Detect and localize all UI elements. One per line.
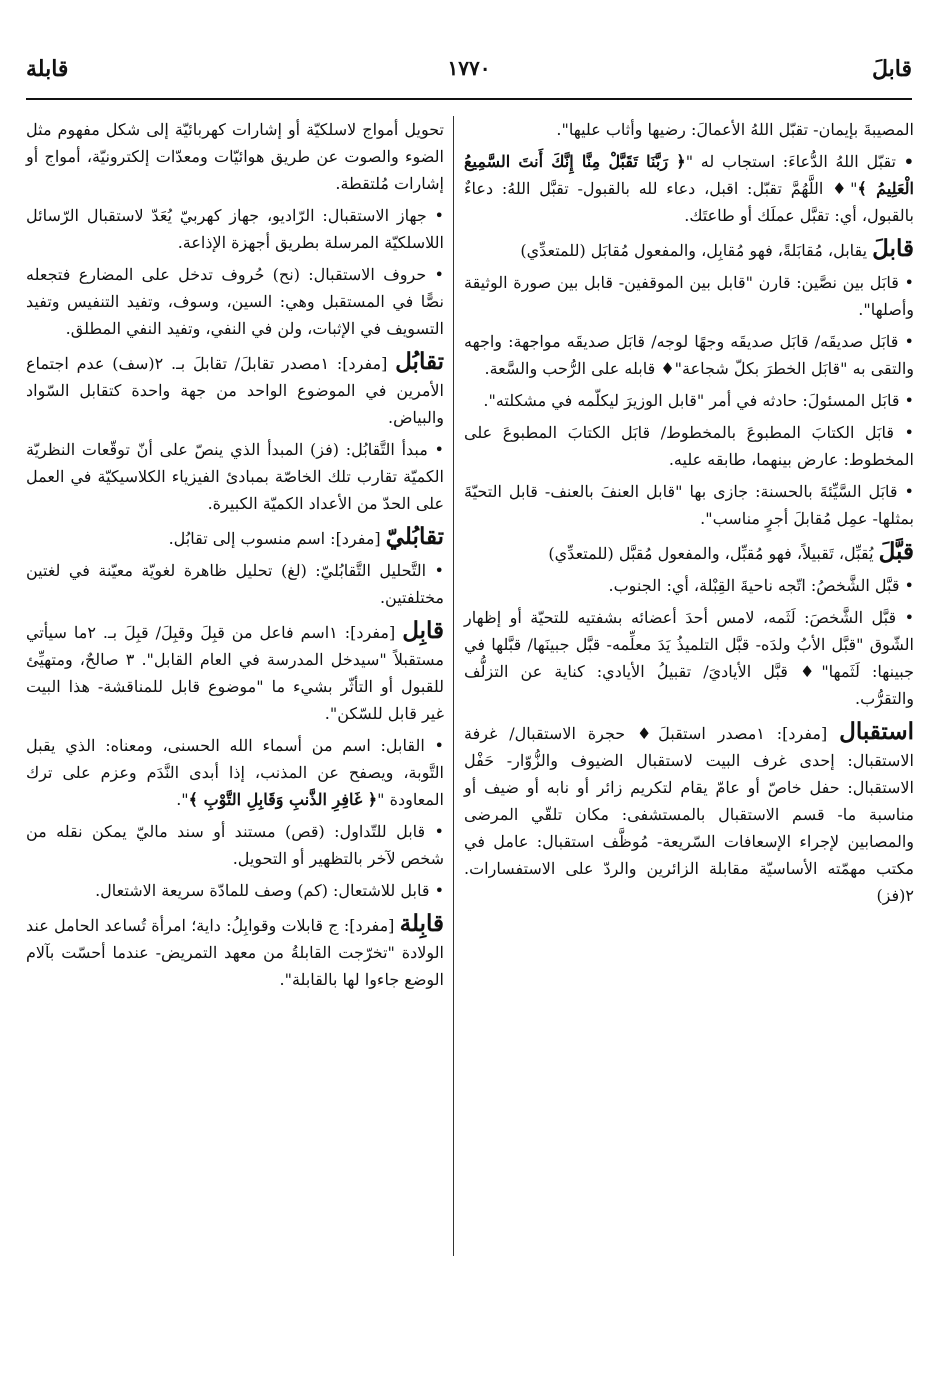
headword: قابلَ: [872, 235, 914, 262]
entry-qabila: [26, 910, 444, 993]
entry-qabala: [464, 235, 914, 264]
quran-verse: ﴿ غَافِرِ الذَّنبِ وَقَابِلِ التَّوْبِ ﴾: [188, 790, 378, 809]
sense-entry: • تقبّل اللهُ الدُّعاءَ: استجاب له "﴿ رَبَّنَا تَقَبَّلْ مِنَّا إِنَّكَ أَنتَ السَّمِيعُ الْعَلِيمُ ﴾"♦ اللَّهُمَّ تقبّل: اقبل، دعاء لله بالقبول- تقبَّل اللهُ: دعاءٌ بالقبول، أي: تقبَّل عملَك أو طاعتَك.: [464, 152, 914, 225]
sense-entry: • حروف الاستقبال: (نح) حُروف تدخل على المضارع فتجعله نصًّا في المستقبل وهي: السين، وسوف، وتفيد التنفيس وتفيد التسويف في الإثبات، ولن في النفي، وتفيد النفي المطلق.: [26, 265, 444, 338]
definition: [مفرد]: ١اسم فاعل من قبِلَ وقبِلَ/ قبِلَ بـ. ٢ما سيأتي مستقبلاً "سيدخل المدرسة في العام القابل". ٣ صالحٌ، ومتهيِّئ للقبول أو التأثّر بشيء ما "موضوع قابل للمناقشة- هذا البيت غير قابل للسّكن".: [26, 623, 445, 723]
definition: [مفرد]: اسم منسوب إلى تقابُل.: [168, 529, 381, 548]
headword: تقابُليّ: [385, 523, 444, 550]
sense-entry: • قابَل السَّيِّئةَ بالحسنة: جازى بها "قابل العنفَ بالعنف- قابل التحيّةَ بمثلها- عمِل مُقابلَ أجرٍ مناسب".: [464, 482, 914, 528]
definition: [مفرد]: ١مصدر استقبلَ♦ حجرة الاستقبال/ غرفة الاستقبال: إحدى غرف البيت لاستقبال الضيوف والزُّوّار- حَفْل الاستقبال: حفل خاصّ أو عامّ يقام لتكريم زائر أو نابه أو ضيف أو مناسبة ما- قسم الاستقبال بالمستشفى: مكان تلقّي المرضى والمصابين لإجراء الإسعافات السّريعة- مُوظَّف استقبال: عامل في مكتب مهمّته الأساسيّة مقابلة الزائرين والردّ على الاستفسارات. ٢(فز): [464, 724, 914, 905]
sense-entry: • قابَل بين نصَّين: قارن "قابل بين الموقفين- قابل بين صورة الوثيقة وأصلها".: [464, 273, 914, 319]
continuation-text: المصيبةَ بإيمان- تقبّل اللهُ الأعمالَ: رضيها وأثاب عليها".: [556, 120, 914, 139]
left-column: [26, 116, 444, 1266]
guide-word-right: قابلَ: [871, 56, 912, 82]
sense-entry: • قابَل صديقَه/ قابَل صديقَه وجهًا لوجه/ قابَل صديقَه مواجهة: واجهه والتقى به "قابَل الخطرَ بكلّ شجاعة"♦ قابله على الرُّحب والسَّعة.: [464, 332, 914, 378]
column-divider: [453, 116, 454, 1256]
page-header: [26, 52, 912, 92]
entry-qabil: [26, 617, 444, 727]
headword: قابِلة: [399, 910, 445, 937]
quran-verse: ﴿ رَبَّنَا تَقَبَّلْ مِنَّا إِنَّكَ أَنتَ السَّمِيعُ الْعَلِيمُ ﴾: [464, 152, 914, 198]
sense-entry: • مبدأ التَّقابُل: (فز) المبدأ الذي ينصّ على أنّ توقّعات النظريّة الكميّة تقارب تلك الخاصّة بمبادئ الفيزياء الكلاسيكيّة في العمل على الحدّ من الأعداد الكميّة الكبيرة.: [26, 440, 444, 513]
guide-word-left: قابلة: [26, 56, 69, 82]
headword: استقبال: [839, 718, 915, 745]
definition: [مفرد]: ج قابلات وقوابِلُ: داية؛ امرأة تُساعد الحامل عند الولادة "تخرّجت القابلةُ من معهد التمريض- عندما أحسّت بآلام الوضع جاءوا لها بالقابلة".: [26, 916, 444, 989]
sense-entry: • قبَّل الشَّخصَ: لَثَمه، لامس أحدَ أعضائه بشفتيه للتحيّة أو إظهار الشّوق "قبَّل الأبُ ولدَه- قبَّل التلميذُ يَدَ معلِّمه- قبَّل جبينَها/ قبَّلها في جبينها: لَثَمها"♦ قبَّل الأياديَ/ تقبيلُ الأيادي: كناية عن التزلُّف والتقرُّب.: [464, 608, 914, 708]
header-rule: [26, 98, 912, 100]
definition: يقابل، مُقابَلةً، فهو مُقابِل، والمفعول مُقابَل (للمتعدِّي): [520, 241, 868, 260]
entry-istiqbal: [464, 718, 914, 909]
definition: يُقبِّل، تَقبيلاً، فهو مُقبِّل، والمفعول مُقبَّل (للمتعدِّي): [548, 544, 874, 563]
sense-entry: • التَّحليل التَّقابُليّ: (لغ) تحليل ظاهرة لغويّة معيّنة في لغتين مختلفتين.: [26, 561, 444, 607]
sense-entry: • القابل: اسم من أسماء الله الحسنى، ومعناه: الذي يقبل التَّوبة، ويصفح عن المذنب، إذا أبدى النَّدَم وعزم على ترك المعاودة "﴿ غَافِرِ الذَّنبِ وَقَابِلِ التَّوْبِ ﴾".: [26, 736, 444, 809]
sense-entry: • قابل للاشتعال: (كم) وصف للمادّة سريعة الاشتعال.: [95, 881, 444, 900]
continuation-text: تحويل أمواج لاسلكيّة أو إشارات كهربائيّة إلى شكل مفهوم مثل الضوء والصوت عن طريق هوائيّات ومعدّات إلكترونيّة، أمواج أو إشارات مُلتقطة.: [26, 120, 444, 193]
headword: قابِل: [402, 617, 445, 644]
sense-entry: • قابَل المسئولَ: حادثه في أمر "قابل الوزيرَ ليكلّمه في مشكلته".: [483, 391, 914, 410]
sense-entry: • قابَل الكتابَ المطبوعَ بالمخطوط/ قابَل الكتابَ المطبوعَ على المخطوط: عارض بينهما، طابقه عليه.: [464, 423, 914, 469]
right-column: [464, 116, 914, 1266]
sense-entry: • جهاز الاستقبال: الرّاديو، جهاز كهربيّ يُعَدّ لاستقبال الرّسائل اللاسلكيّة المرسلة بطريق أجهزة الإذاعة.: [26, 206, 444, 252]
entry-taqabuli: [26, 523, 444, 552]
headword: تقابُل: [395, 348, 444, 375]
sense-entry: • قابل للتّداول: (قص) مستند أو سند ماليّ يمكن نقله من شخص لآخر بالتظهير أو التحويل.: [26, 822, 444, 868]
page-number: ١٧٧٠: [447, 56, 491, 80]
entry-qabbala: [464, 538, 914, 567]
headword: قبَّلَ: [878, 538, 914, 565]
definition: [مفرد]: ١مصدر تقابلَ/ تقابلَ بـ. ٢(سف) عدم اجتماع الأمرين في الموضوع الواحد من جهة واحدة كتقابل السّواد والبياض.: [26, 354, 444, 427]
entry-taqabul: [26, 348, 444, 431]
sense-entry: • قبَّل الشَّخصُ: اتّجه ناحيةَ القِبْلة، أي: الجنوب.: [608, 576, 914, 595]
